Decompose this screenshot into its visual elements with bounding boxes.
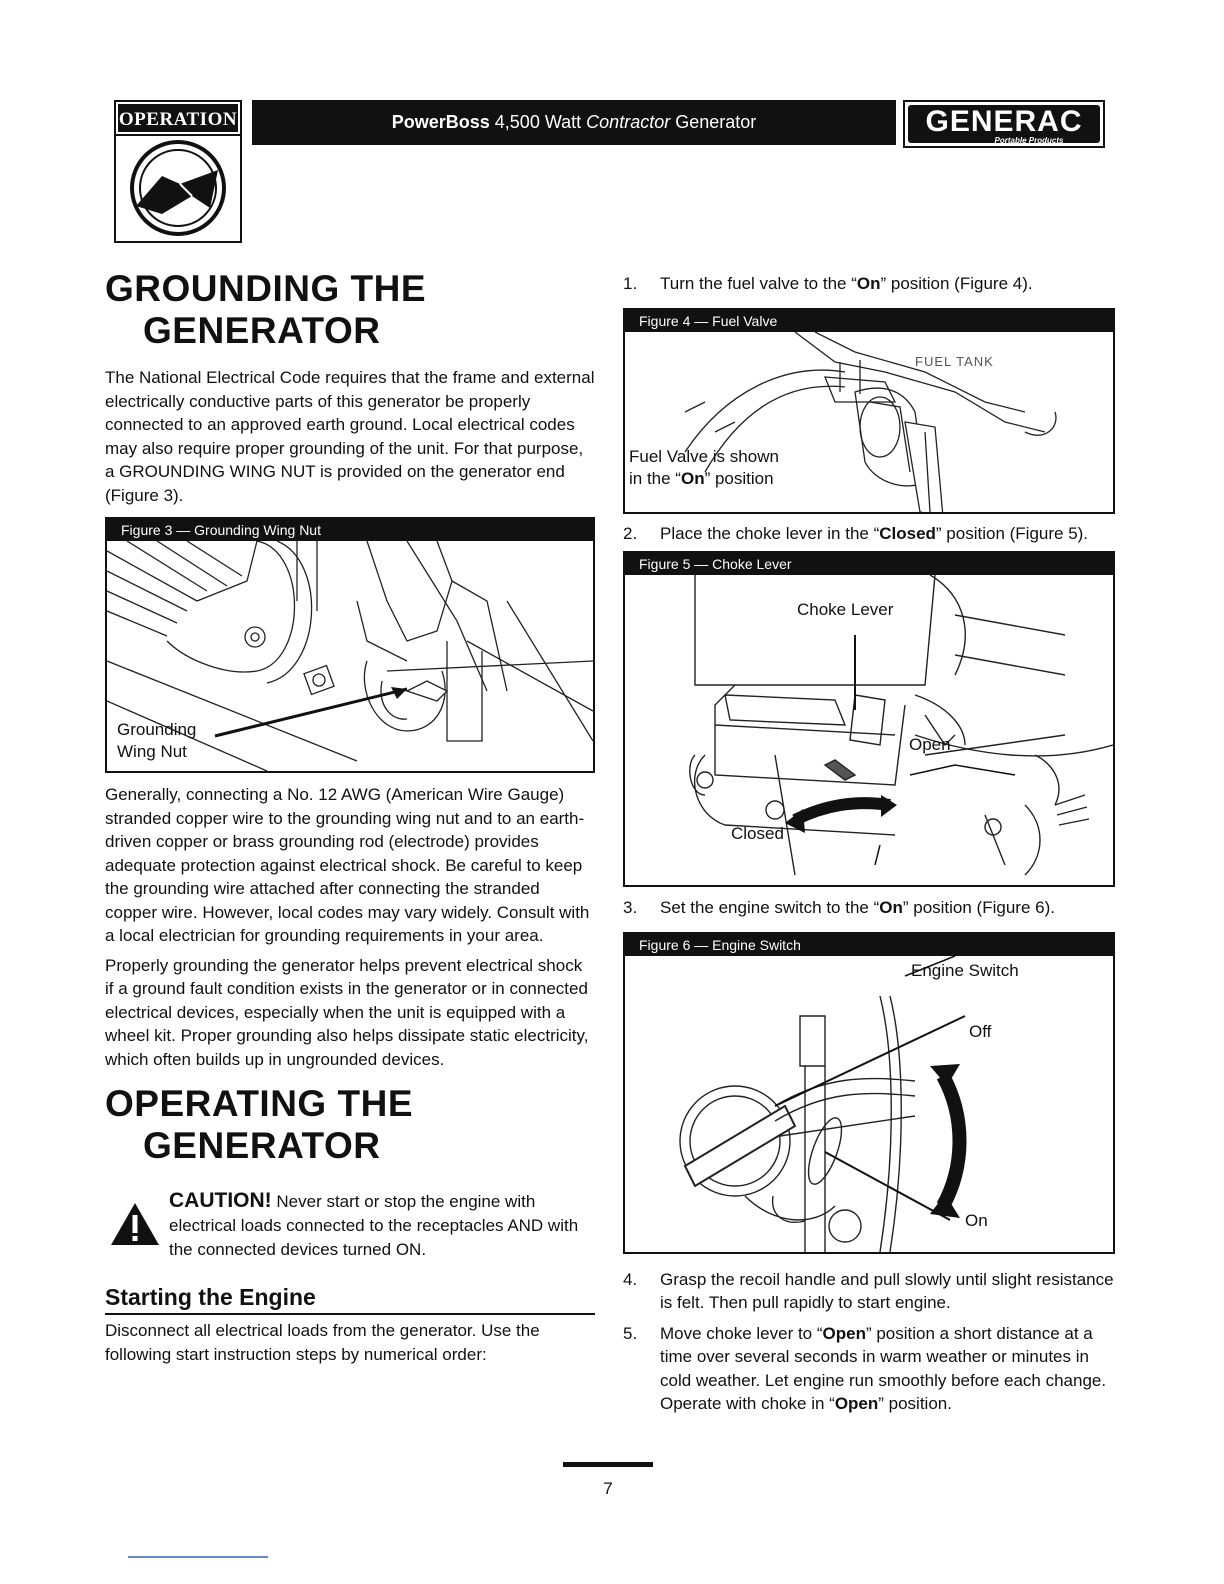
operating-heading-line2: GENERATOR xyxy=(143,1125,381,1166)
step-4-text: Grasp the recoil handle and pull slowly until slight resistance is felt. Then pull rapidly to start engine. xyxy=(660,1269,1114,1312)
page-number-value: 7 xyxy=(603,1479,613,1498)
caution-title: CAUTION! xyxy=(169,1189,272,1212)
grounding-heading-line2: GENERATOR xyxy=(143,310,381,351)
figure-3-label xyxy=(117,719,196,763)
figure-6-off-label: Off xyxy=(969,1021,992,1041)
step-5-text-a: Move choke lever to “ xyxy=(660,1323,823,1343)
generac-logo xyxy=(903,100,1105,148)
grounding-heading xyxy=(105,268,595,352)
page-number-bar xyxy=(563,1462,653,1467)
choke-lever-illustration xyxy=(625,575,1113,885)
figure-5-closed-label: Closed xyxy=(731,824,784,843)
operation-badge xyxy=(114,100,242,243)
figure-4-label xyxy=(629,446,779,490)
grounding-heading-line1: GROUNDING THE xyxy=(105,268,426,309)
figure-5-open-label: Open xyxy=(909,735,951,754)
step-3-text-a: Set the engine switch to the “ xyxy=(660,898,880,917)
step-2-text-c: ” position (Figure 5). xyxy=(935,523,1089,543)
grounding-paragraph-2: Generally, connecting a No. 12 AWG (American Wire Gauge) stranded copper wire to the grounding wing nut and to an earth-driven copper or brass grounding rod (electrode) provides adequate protection against electrical shock. Be careful to keep the grounding wire attached after connecting the stranded copper wire. However, local codes may vary widely. Consult with a local electrician for grounding requirements in your area. xyxy=(105,785,590,945)
figure-3 xyxy=(105,517,595,773)
step-5-text-c: ” position a short distance at a time over several seconds in warm weather or minutes in cold weather. Let engine run smoothly before each change. Operate with choke in “ xyxy=(660,1323,1107,1413)
step-3-number: 3. xyxy=(623,898,638,917)
operation-arrow-icon xyxy=(122,136,234,240)
figure-4-label-line2 xyxy=(629,468,779,490)
figure-6 xyxy=(623,932,1115,1254)
figure-4-label-line2b: On xyxy=(680,468,705,488)
step-3-text-c: ” position (Figure 6). xyxy=(902,898,1055,917)
figure-3-caption: Figure 3 — Grounding Wing Nut xyxy=(107,519,593,541)
warning-triangle-icon xyxy=(109,1201,161,1247)
step-2-number: 2. xyxy=(623,523,638,543)
step-1-text-bold: On xyxy=(856,274,881,293)
step-2 xyxy=(623,522,1115,546)
step-4-number: 4. xyxy=(623,1269,638,1289)
figure-4-label-line2a: in the “ xyxy=(629,468,681,488)
left-column xyxy=(105,268,595,1366)
title-brand: PowerBoss xyxy=(391,112,490,132)
step-1-text-c: ” position (Figure 4). xyxy=(880,274,1033,293)
starting-engine-intro: Disconnect all electrical loads from the generator. Use the following start instruction steps by numerical order: xyxy=(105,1321,540,1364)
figure-3-label-line2: Wing Nut xyxy=(117,742,187,761)
title-end: Generator xyxy=(670,112,757,132)
figure-3-label-line1: Grounding xyxy=(117,720,197,739)
figure-4-label-line1: Fuel Valve is shown xyxy=(629,446,779,466)
logo-subtext: Portable Products xyxy=(994,136,1064,145)
operating-heading-line1: OPERATING THE xyxy=(105,1083,413,1124)
grounding-paragraph-1: The National Electrical Code requires that the frame and external electrically conductive parts of this generator be properly connected to an approved earth ground. Local electrical codes may also require proper grounding of the unit. For that purpose, a GROUNDING WING NUT is provided on the generator end (Figure 3). xyxy=(105,368,595,505)
step-3-text-bold: On xyxy=(879,898,903,917)
figure-6-switch-label: Engine Switch xyxy=(911,960,1019,980)
starting-engine-subheading: Starting the Engine xyxy=(105,1284,595,1315)
page-number xyxy=(563,1462,653,1499)
step-4 xyxy=(623,1268,1115,1315)
figure-5-caption: Figure 5 — Choke Lever xyxy=(625,553,1113,575)
step-5-text-e: ” position. xyxy=(878,1394,952,1413)
title-italic: Contractor xyxy=(586,112,671,132)
figure-6-caption: Figure 6 — Engine Switch xyxy=(625,934,1113,956)
operating-heading xyxy=(105,1083,595,1167)
figure-5-choke-label: Choke Lever xyxy=(797,600,894,619)
step-1-text-a: Turn the fuel valve to the “ xyxy=(660,274,857,293)
step-5 xyxy=(623,1322,1115,1416)
engine-switch-illustration xyxy=(625,956,1113,1252)
figure-4-fuel-tank-label: FUEL TANK xyxy=(915,353,994,369)
step-5-text-bold-1: Open xyxy=(822,1323,866,1343)
document-title-bar xyxy=(252,100,896,145)
step-1-number: 1. xyxy=(623,274,638,293)
right-column xyxy=(623,272,1115,1416)
step-5-number: 5. xyxy=(623,1323,638,1343)
step-2-text-a: Place the choke lever in the “ xyxy=(660,523,880,543)
logo-text: GENERAC xyxy=(925,105,1083,138)
figure-6-on-label: On xyxy=(965,1210,988,1230)
step-5-text-bold-2: Open xyxy=(834,1394,879,1413)
step-1 xyxy=(623,272,1115,296)
figure-4-caption: Figure 4 — Fuel Valve xyxy=(625,310,1113,332)
step-2-text-bold: Closed xyxy=(879,523,936,543)
title-watt: 4,500 Watt xyxy=(489,112,587,132)
caution-text: Never start or stop the engine with electrical loads connected to the receptacles AND with the connected devices turned ON. xyxy=(169,1192,579,1259)
bottom-underline-mark xyxy=(128,1556,268,1558)
operation-label: OPERATION xyxy=(116,102,240,134)
step-3 xyxy=(623,896,1115,920)
figure-4-label-line2c: ” position xyxy=(704,468,774,488)
figure-5 xyxy=(623,551,1115,887)
figure-4 xyxy=(623,308,1115,514)
caution-notice xyxy=(105,1189,595,1262)
grounding-paragraph-3: Properly grounding the generator helps prevent electrical shock if a ground fault condition exists in the generator or in connected electrical devices, especially when the unit is equipped with a wheel kit. Proper grounding also helps dissipate static electricity, which often builds up in ungrounded devices. xyxy=(105,955,589,1069)
